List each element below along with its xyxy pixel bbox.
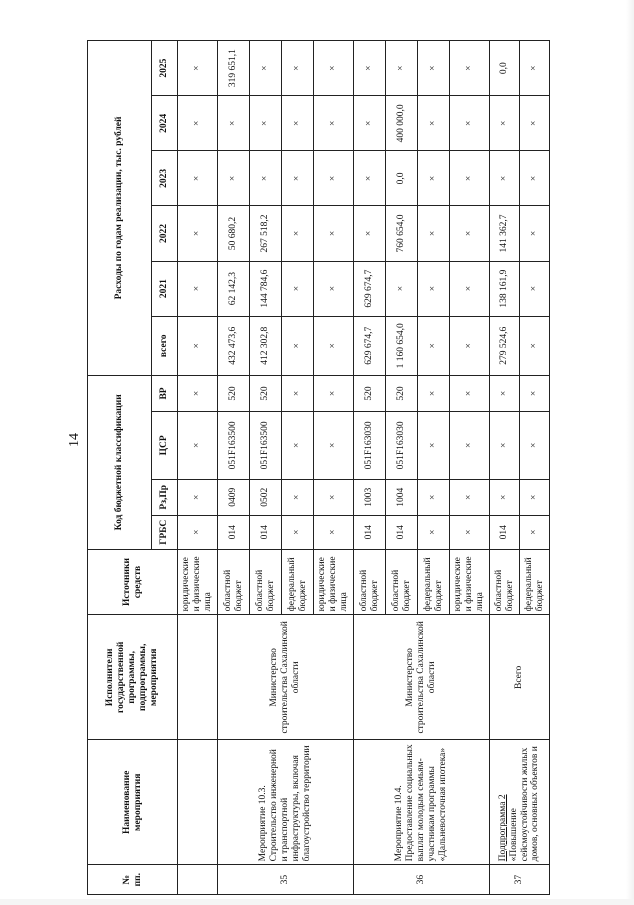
cell-2022: 141 362,7 (490, 206, 520, 261)
cell-2023: × (354, 151, 386, 206)
cell-rzpr: × (490, 479, 520, 515)
cell-2023: × (450, 151, 490, 206)
cell-total: × (314, 316, 354, 375)
header-expenses: Расходы по годам реализации, тыс. рублей (88, 41, 152, 376)
cell-2024: × (218, 96, 250, 151)
cell-grbs: × (314, 515, 354, 549)
cell-rzpr: 1004 (386, 479, 418, 515)
cell-grbs: × (520, 515, 550, 549)
cell-2025: × (354, 41, 386, 96)
cell-2023: × (250, 151, 282, 206)
header-csr: ЦСР (152, 411, 178, 479)
cell-total: × (520, 316, 550, 375)
cell-2023: × (490, 151, 520, 206)
cell-vr: 520 (250, 375, 282, 411)
cell-2021: 62 142,3 (218, 261, 250, 316)
header-total: всего (152, 316, 178, 375)
cell-rzpr: × (178, 479, 218, 515)
header-vr: ВР (152, 375, 178, 411)
cell-2023: × (218, 151, 250, 206)
cell-total: × (282, 316, 314, 375)
cell-2025: × (282, 41, 314, 96)
subprogram-link[interactable]: Подпрограмма 2 (497, 794, 508, 862)
header-executor: Исполнители государственной программы, подпрограммы, мероприятия (88, 615, 178, 740)
cell-2023: × (314, 151, 354, 206)
cell-total: 432 473,6 (218, 316, 250, 375)
cell-no: 35 (218, 865, 354, 895)
cell-2024: × (418, 96, 450, 151)
cell-2021: × (282, 261, 314, 316)
table-row (354, 41, 386, 895)
cell-source: федеральный бюджет (418, 549, 450, 615)
page-number: 14 (67, 433, 82, 447)
cell-source: областной бюджет (354, 549, 386, 615)
cell-total: 629 674,7 (354, 316, 386, 375)
cell-2022: × (418, 206, 450, 261)
header-row-1 (88, 41, 152, 895)
cell-total: 279 524,6 (490, 316, 520, 375)
cell-csr: 051F163500 (250, 411, 282, 479)
cell-rzpr: 1003 (354, 479, 386, 515)
cell-rzpr: × (314, 479, 354, 515)
cell-total: 412 302,8 (250, 316, 282, 375)
cell-2024: × (520, 96, 550, 151)
rotated-table-wrapper (87, 40, 567, 895)
cell-2025: × (520, 41, 550, 96)
cell-2023: × (282, 151, 314, 206)
cell-2025: 0,0 (490, 41, 520, 96)
cell-vr: 520 (386, 375, 418, 411)
cell-2025: × (418, 41, 450, 96)
cell-2024: × (490, 96, 520, 151)
cell-csr: 051F163500 (218, 411, 250, 479)
cell-csr: × (520, 411, 550, 479)
cell-2025: × (314, 41, 354, 96)
cell-source: юридические и физические лица (178, 549, 218, 615)
cell-csr: × (314, 411, 354, 479)
cell-rzpr: 0502 (250, 479, 282, 515)
cell-grbs: 014 (490, 515, 520, 549)
scan-edge (626, 0, 634, 905)
scan-bottom (0, 899, 634, 905)
cell-grbs: 014 (218, 515, 250, 549)
table-row (178, 41, 218, 895)
cell-2021: 629 674,7 (354, 261, 386, 316)
cell-2022: × (314, 206, 354, 261)
cell-2023: 0,0 (386, 151, 418, 206)
table-body (178, 41, 550, 895)
cell-name (490, 740, 550, 865)
cell-executor: Всего (490, 615, 550, 740)
cell-source: федеральный бюджет (282, 549, 314, 615)
cell-2021: 144 784,6 (250, 261, 282, 316)
subprogram-title: «Повышение сейсмоустойчивости жилых домов, основных объектов и (508, 746, 541, 862)
cell-grbs: × (178, 515, 218, 549)
cell-2021: × (178, 261, 218, 316)
cell-rzpr: × (418, 479, 450, 515)
cell-vr: × (450, 375, 490, 411)
header-2023: 2023 (152, 151, 178, 206)
cell-2022: 760 654,0 (386, 206, 418, 261)
cell-2023: × (520, 151, 550, 206)
cell-csr: × (418, 411, 450, 479)
cell-grbs: × (282, 515, 314, 549)
cell-csr: × (450, 411, 490, 479)
cell-grbs: × (450, 515, 490, 549)
cell-total: × (178, 316, 218, 375)
cell-2025: × (450, 41, 490, 96)
header-2024: 2024 (152, 96, 178, 151)
header-no: № пп. (88, 865, 178, 895)
cell-2024: × (354, 96, 386, 151)
cell-vr: 520 (218, 375, 250, 411)
cell-2021: × (450, 261, 490, 316)
cell-2024: × (250, 96, 282, 151)
cell-csr: × (282, 411, 314, 479)
budget-table (87, 40, 550, 895)
cell-csr: × (178, 411, 218, 479)
cell-source: областной бюджет (490, 549, 520, 615)
cell-2022: × (450, 206, 490, 261)
header-budget-code: Код бюджетной классификации (88, 375, 152, 549)
cell-2021: 138 161,9 (490, 261, 520, 316)
cell-2021: × (386, 261, 418, 316)
cell-grbs: 014 (386, 515, 418, 549)
header-rzpr: Рз,Пр (152, 479, 178, 515)
header-sources: Источники средств (88, 549, 178, 615)
cell-2022: × (354, 206, 386, 261)
cell-source: юридические и физические лица (450, 549, 490, 615)
cell-2021: × (520, 261, 550, 316)
table-row (490, 41, 520, 895)
cell-2024: × (450, 96, 490, 151)
cell-rzpr: × (282, 479, 314, 515)
header-2025: 2025 (152, 41, 178, 96)
header-2022: 2022 (152, 206, 178, 261)
header-grbs: ГРБС (152, 515, 178, 549)
cell-vr: × (490, 375, 520, 411)
cell-vr: × (418, 375, 450, 411)
cell-source: юридические и физические лица (314, 549, 354, 615)
cell-no (178, 865, 218, 895)
cell-2023: × (178, 151, 218, 206)
table-row (218, 41, 250, 895)
cell-2024: 400 000,0 (386, 96, 418, 151)
cell-source: областной бюджет (250, 549, 282, 615)
header-name: Наименование мероприятия (88, 740, 178, 865)
cell-source: областной бюджет (218, 549, 250, 615)
cell-no: 36 (354, 865, 490, 895)
cell-2022: × (178, 206, 218, 261)
cell-csr: × (490, 411, 520, 479)
cell-grbs: × (418, 515, 450, 549)
cell-csr: 051F163030 (354, 411, 386, 479)
cell-total: × (450, 316, 490, 375)
cell-vr: × (520, 375, 550, 411)
cell-2024: × (282, 96, 314, 151)
cell-source: областной бюджет (386, 549, 418, 615)
cell-grbs: 014 (354, 515, 386, 549)
cell-name: Мероприятие 10.3. Строительство инженерной и транспортной инфраструктуры, включая благоустройство территории (218, 740, 354, 865)
cell-rzpr: 0409 (218, 479, 250, 515)
cell-executor: Министерство строительства Сахалинской области (218, 615, 354, 740)
cell-vr: × (314, 375, 354, 411)
cell-vr: × (178, 375, 218, 411)
cell-2022: × (520, 206, 550, 261)
cell-name (178, 740, 218, 865)
cell-source: федеральный бюджет (520, 549, 550, 615)
cell-name: Мероприятие 10.4. Предоставление социальных выплат молодым семьям-участникам программы «Дальневосточная ипотека» (354, 740, 490, 865)
cell-executor: Министерство строительства Сахалинской области (354, 615, 490, 740)
header-2021: 2021 (152, 261, 178, 316)
cell-total: × (418, 316, 450, 375)
cell-2022: 267 518,2 (250, 206, 282, 261)
cell-vr: 520 (354, 375, 386, 411)
cell-2025: × (178, 41, 218, 96)
cell-2025: 319 651,1 (218, 41, 250, 96)
cell-2025: × (250, 41, 282, 96)
cell-2022: × (282, 206, 314, 261)
cell-2021: × (314, 261, 354, 316)
cell-2021: × (418, 261, 450, 316)
cell-executor (178, 615, 218, 740)
cell-2023: × (418, 151, 450, 206)
cell-no: 37 (490, 865, 550, 895)
cell-total: 1 160 654,0 (386, 316, 418, 375)
cell-csr: 051F163030 (386, 411, 418, 479)
cell-2024: × (178, 96, 218, 151)
cell-vr: × (282, 375, 314, 411)
cell-rzpr: × (520, 479, 550, 515)
cell-2024: × (314, 96, 354, 151)
cell-2025: × (386, 41, 418, 96)
cell-rzpr: × (450, 479, 490, 515)
cell-2022: 50 680,2 (218, 206, 250, 261)
cell-grbs: 014 (250, 515, 282, 549)
